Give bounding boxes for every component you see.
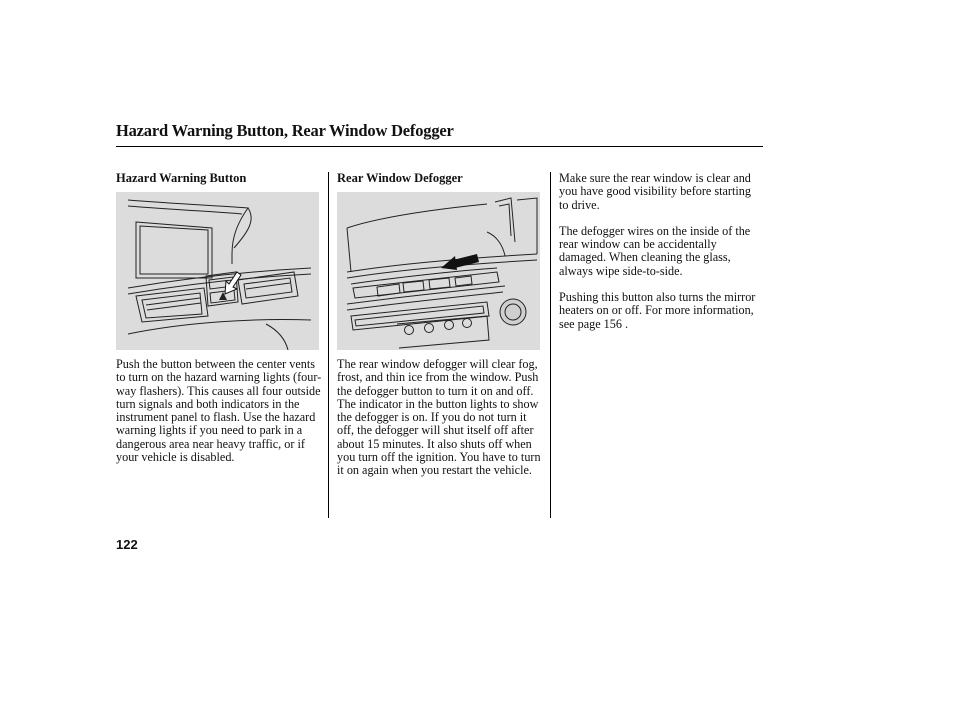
- note-defogger-wires: The defogger wires on the inside of the rear window can be accidentally damaged. When cleaning the glass, always wipe side-to-side.: [559, 223, 751, 278]
- page-title: Hazard Warning Button, Rear Window Defogger: [116, 121, 454, 140]
- note-visibility: Make sure the rear window is clear and you have good visibility before starting to drive.: [559, 171, 751, 212]
- defogger-heading: Rear Window Defogger: [337, 171, 463, 185]
- hazard-text: Push the button between the center vents to turn on the hazard warning lights (four-way flashers). This causes all four outside turn signals and both indicators in the instrument panel to flash. Use the hazard warning lights if you need to park in a dangerous area near heavy traffic, or if your vehicle is disabled.: [116, 357, 322, 465]
- column-divider-1: [328, 172, 329, 518]
- page-number: 122: [116, 537, 138, 552]
- defogger-button-illustration: [337, 192, 540, 350]
- defogger-text: The rear window defogger will clear fog, frost, and thin ice from the window. Push the defogger button to turn it on and off. The indicator in the button lights to show the defogger is on. If you do not turn it off, the defogger will shut itself off after about 15 minutes. It also shuts off when you turn off the ignition. You have to turn it on again when you restart the vehicle.: [337, 357, 541, 478]
- hazard-heading: Hazard Warning Button: [116, 171, 247, 185]
- note-mirror-heaters: Pushing this button also turns the mirror heaters on or off. For more information, see page 156 .: [559, 290, 756, 331]
- hazard-button-illustration: [116, 192, 319, 350]
- title-divider: [116, 146, 763, 147]
- defogger-notes: [559, 172, 761, 344]
- column-divider-2: [550, 172, 551, 518]
